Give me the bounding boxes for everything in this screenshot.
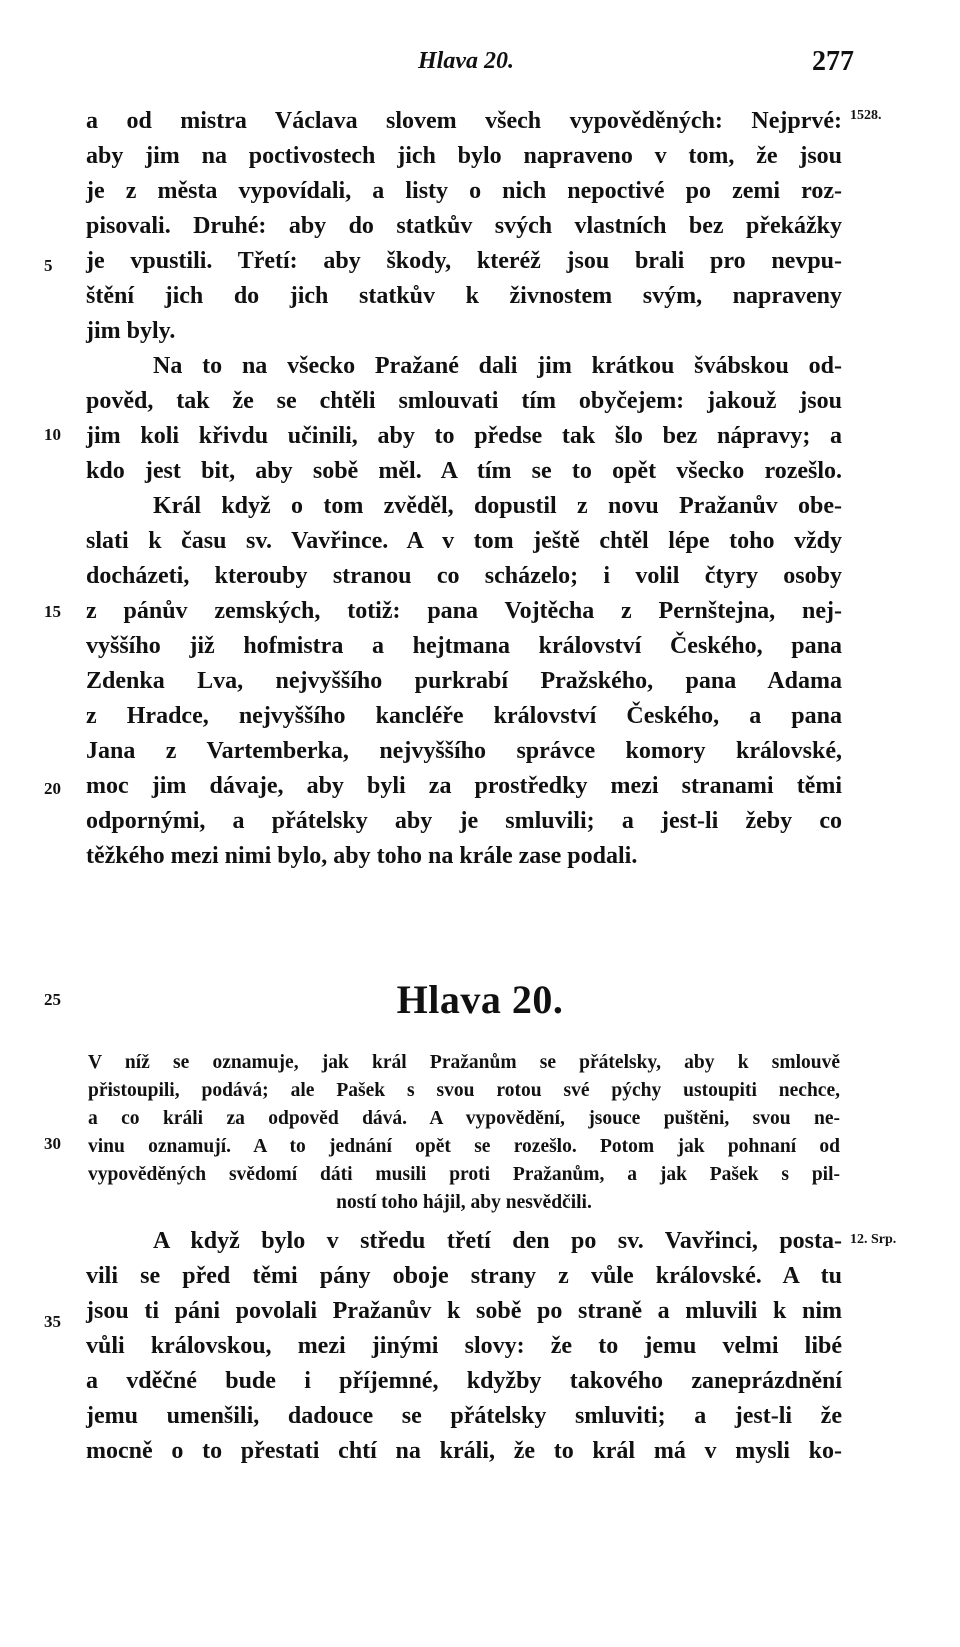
body-line: moc jim dávaje, aby byli za prostředky mezi stranami těmi [86,773,842,799]
line-number: 35 [44,1312,61,1331]
body-line: slati k času sv. Vavřince. A v tom ještě chtěl lépe toho vždy [86,528,842,554]
summary-line: vinu oznamují. A to jednání opět se rozešlo. Potom jak pohnaní od [88,1136,840,1157]
summary-line: V níž se oznamuje, jak král Pražanům se přátelsky, aby k smlouvě [88,1052,840,1073]
body-line: vili se před těmi pány oboje strany z vůle královské. A tu [86,1263,842,1289]
body-line: aby jim na poctivostech jich bylo napraveno v tom, že jsou [86,143,842,169]
body-line: kdo jest bit, aby sobě měl. A tím se to opět všecko rozešlo. [86,458,842,484]
line-number: 5 [44,256,53,275]
body-line: odpornými, a přátelsky aby je smluvili; a jest-li žeby co [86,808,842,834]
summary-line: a co králi za odpověd dává. A vypovědění, jsouce puštěni, svou ne- [88,1108,840,1129]
chapter-heading: Hlava 20. [396,977,564,1022]
body-line: je z města vypovídali, a listy o nich nepoctivé po zemi roz- [86,178,842,204]
body-line: mocně o to přestati chtí na králi, že to král má v mysli ko- [86,1438,842,1464]
body-line: pověd, tak že se chtěli smlouvati tím obyčejem: jakouž jsou [86,388,842,414]
body-line: a vděčné bude i příjemné, kdyžby takového zaneprázdnění [86,1368,842,1394]
summary-line: vypověděných svědomí dáti musili proti Pražanům, a jak Pašek s pil- [88,1164,840,1185]
body-line: jsou ti páni povolali Pražanův k sobě po straně a mluvili k nim [86,1298,842,1324]
running-head: Hlava 20. [418,48,514,74]
margin-note-date: 12. Srp. [850,1232,897,1247]
body-line: Jana z Vartemberka, nejvyššího správce komory královské, [86,738,842,764]
summary-line: ností toho hájil, aby nesvědčili. [336,1192,592,1213]
line-number: 20 [44,779,61,798]
body-line: Na to na všecko Pražané dali jim krátkou švábskou od- [153,353,842,379]
body-line: Zdenka Lva, nejvyššího purkrabí Pražského, pana Adama [86,668,842,694]
body-line: jim koli křivdu učinili, aby to předse tak šlo bez nápravy; a [86,423,842,449]
page-number: 277 [812,46,854,77]
body-line: jim byly. [86,318,176,344]
body-line: jemu umenšili, dadouce se přátelsky smluviti; a jest-li že [86,1403,842,1429]
body-line: vůli královskou, mezi jinými slovy: že to jemu velmi libé [86,1333,842,1359]
body-line: z pánův zemských, totiž: pana Vojtěcha z Pernštejna, nej- [86,598,842,624]
summary-line: přistoupili, podává; ale Pašek s svou rotou své pýchy ustoupiti nechce, [88,1080,840,1101]
margin-note-year: 1528. [850,108,882,123]
body-line: štění jich do jich statkův k živnostem svým, napraveny [86,283,842,309]
body-line: je vpustili. Třetí: aby škody, kteréž jsou brali pro nevpu- [86,248,842,274]
body-line: A když bylo v středu třetí den po sv. Vavřinci, posta- [153,1228,842,1254]
line-number: 25 [44,990,61,1009]
line-number: 15 [44,602,61,621]
body-line: Král když o tom zvěděl, dopustil z novu Pražanův obe- [153,493,842,519]
body-line: a od mistra Václava slovem všech vypověděných: Nejprvé: [86,108,842,134]
body-line: vyššího již hofmistra a hejtmana království Českého, pana [86,633,842,659]
body-line: docházeti, kterouby stranou co scházelo; i volil čtyry osoby [86,563,842,589]
body-line: těžkého mezi nimi bylo, aby toho na krále zase podali. [86,843,638,869]
line-number: 10 [44,425,61,444]
line-number: 30 [44,1134,61,1153]
body-line: z Hradce, nejvyššího kancléře království Českého, a pana [86,703,842,729]
body-line: pisovali. Druhé: aby do statkův svých vlastních bez překážky [86,213,842,239]
